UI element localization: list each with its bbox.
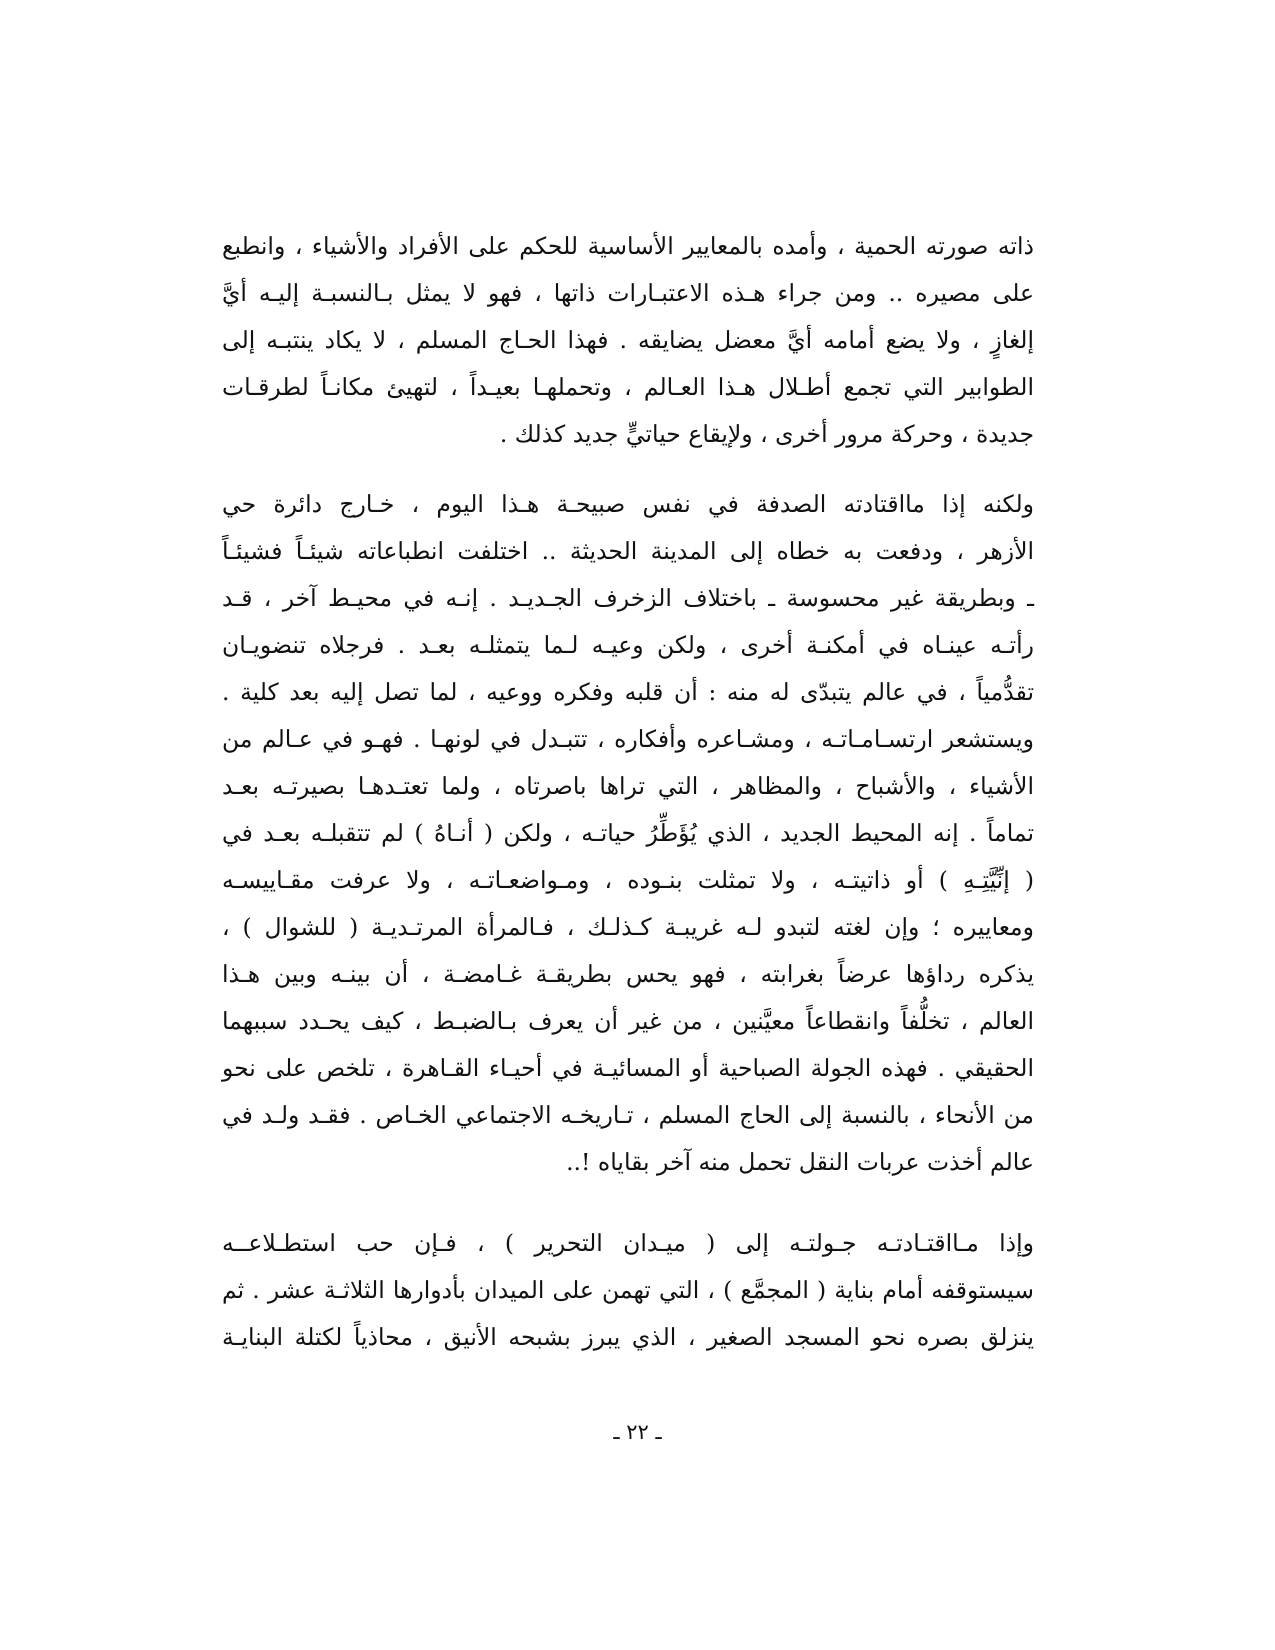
paragraph-3 [222, 1220, 1034, 1361]
text-line: تقدُّمياً ، في عالم يتبدّى له منه : أن قلبه وفكره ووعيه ، لما تصل إليه بعد كلية . [222, 678, 1034, 706]
text-line: الأزهر ، ودفعت به خطاه إلى المدينة الحديثة .. اختلفت انطباعاته شيئـاً فشيئـاً [222, 537, 1034, 565]
text-line: العالم ، تخلُّفاً وانقطاعاً معيَّنين ، من غير أن يعرف بـالضبـط ، كيف يحـدد سببهما [222, 1007, 1034, 1035]
text-line: تماماً . إنه المحيط الجديد ، الذي يُؤَطِّرُ حياتـه ، ولكن ( أنـاهُ ) لم تتقبلـه بعـد في [222, 819, 1035, 847]
text-line: ومعاييره ؛ وإن لغته لتبدو لـه غريبـة كـذلـك ، فـالمرأة المرتـديـة ( للشوال ) ، [222, 913, 1034, 941]
paragraph-1 [222, 223, 1034, 458]
text-line: ( إنِّيَّتِـهِ ) أو ذاتيتـه ، ولا تمثلت بنـوده ، ومـواضعـاتـه ، ولا عرفت مقـاييسـه [222, 866, 1034, 894]
text-line: ينزلق بصره نحو المسجد الصغير ، الذي يبرز بشبحه الأنيق ، محاذياً لكتلة البنايـة [222, 1323, 1034, 1351]
paragraph-2 [222, 481, 1034, 1186]
text-line: سيستوقفه أمام بناية ( المجمَّع ) ، التي تهمن على الميدان بأدوارها الثلاثـة عشر . ثم [222, 1276, 1034, 1304]
text-line: ويستشعر ارتسـامـاتـه ، ومشـاعره وأفكاره ، تتبـدل في لونهـا . فهـو في عـالم من [222, 725, 1034, 753]
text-line: الحقيقي . فهذه الجولة الصباحية أو المسائيـة في أحيـاء القـاهرة ، تلخص على نحو [222, 1054, 1034, 1082]
text-line: الأشياء ، والأشباح ، والمظاهر ، التي تراها باصرتاه ، ولما تعتـدهـا بصيرتـه بعـد [222, 772, 1034, 800]
text-line: ذاته صورته الحمية ، وأمده بالمعايير الأساسية للحكم على الأفراد والأشياء ، وانطبع [222, 232, 1034, 260]
page-number: ـ ٢٢ ـ [613, 1420, 662, 1444]
text-line: جديدة ، وحركة مرور أخرى ، ولإيقاع حياتيٍّ جديد كذلك . [499, 420, 1034, 448]
text-line: على مصيره .. ومن جراء هـذه الاعتبـارات ذاتها ، فهو لا يمثل بـالنسبـة إليـه أيَّ [222, 279, 1034, 307]
text-line: الطوابير التي تجمع أطـلال هـذا العـالم ، وتحملهـا بعيـداً ، لتهيئ مكانـاً لطرقـات [222, 373, 1034, 401]
text-line: وإذا مـااقتـادتـه جـولتـه إلى ( ميـدان التحرير ) ، فـإن حب استطـلاعــه [222, 1229, 1034, 1257]
text-line: ولكنه إذا مااقتادته الصدفة في نفس صبيحـة هـذا اليوم ، خـارج دائرة حي [222, 490, 1034, 518]
text-line: ـ وبطريقة غير محسوسة ـ باختلاف الزخرف الجـديـد . إنـه في محيـط آخر ، قـد [222, 584, 1034, 612]
text-line: إلغازٍ ، ولا يضع أمامه أيَّ معضل يضايقه . فهذا الحـاج المسلم ، لا يكاد ينتبـه إلى [222, 326, 1034, 354]
text-line: عالم أخذت عربات النقل تحمل منه آخر بقاياه !.. [566, 1148, 1034, 1176]
text-line: يذكره رداؤها عرضاً بغرابته ، فهو يحس بطريقـة غـامضـة ، أن بينـه وبين هـذا [222, 960, 1034, 988]
text-line: رأتـه عينـاه في أمكنـة أخرى ، ولكن وعيـه لـما يتمثلـه بعـد . فرجلاه تنضويـان [222, 631, 1034, 659]
text-line: من الأنحاء ، بالنسبة إلى الحاج المسلم ، تـاريخـه الاجتماعي الخـاص . فقـد ولـد في [222, 1101, 1034, 1129]
